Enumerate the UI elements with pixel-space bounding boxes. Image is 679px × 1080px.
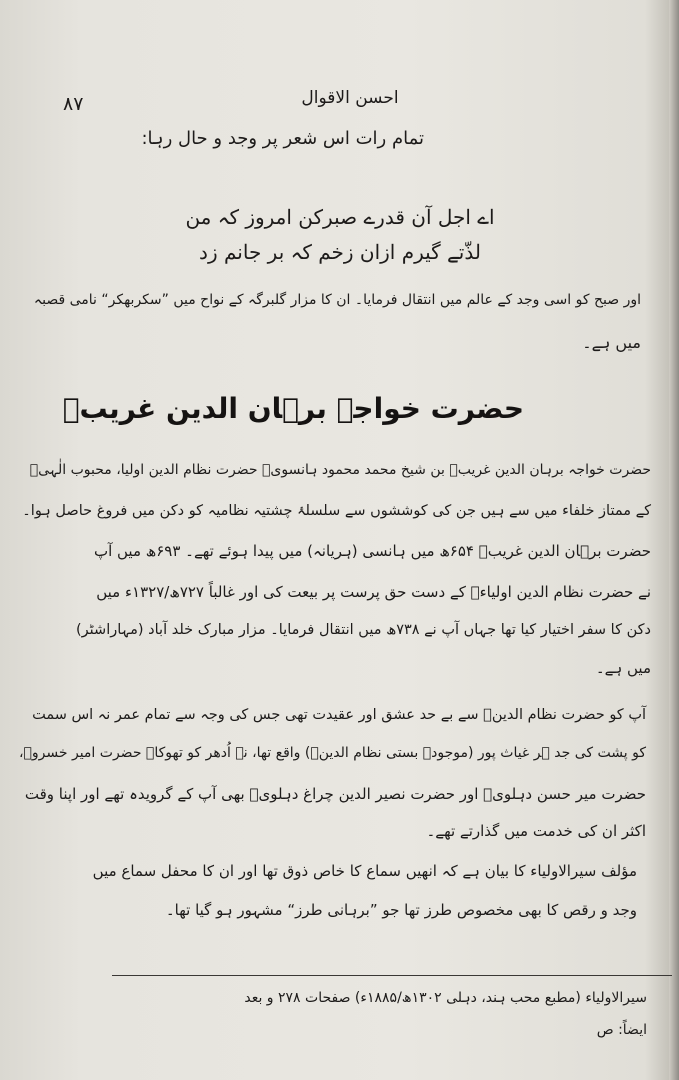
paragraph-line: نے حضرت نظام الدین اولیاءؒ کے دست حق پرست پر بیعت کی اور غالباً ۷۲۷ھ/۱۳۲۷ء میں bbox=[96, 583, 651, 601]
paragraph-line: حضرت میر حسن دہلویؒ اور حضرت نصیر الدین چراغ دہلویؒ بھی آپ کے گرویدہ تھے اور اپنا وقت bbox=[24, 785, 646, 803]
paragraph-line: کو پشت کی جد ہر غیاث پور (موجودہ بستی نظام الدینؒ) واقع تھا، نہ اُدھر کو تھوکا۔ حضرت امیر خسروؒ، bbox=[18, 745, 646, 761]
page-edge-shadow bbox=[669, 0, 679, 1080]
intro-line: تمام رات اس شعر پر وجد و حال رہا: bbox=[141, 128, 424, 149]
paragraph-line: مؤلف سیرالاولیاء کا بیان ہے کہ انھیں سماع کا خاص ذوق تھا اور ان کا محفل سماع میں bbox=[92, 862, 637, 880]
paragraph-line: دکن کا سفر اختیار کیا تھا جہاں آپ نے ۷۳۸ھ میں انتقال فرمایا۔ مزار مبارک خلد آباد (مہاراشٹر) bbox=[76, 622, 651, 638]
footnote-1: سیرالاولیاء (مطبع محب ہند، دہلی ۱۳۰۲ھ/۱۸۸۵ء) صفحات ۲۷۸ و بعد bbox=[244, 990, 647, 1006]
paragraph-line: میں ہے۔ bbox=[582, 333, 641, 352]
paragraph-line: آپ کو حضرت نظام الدینؒ سے بے حد عشق اور عقیدت تھی جس کی وجہ سے تمام عمر نہ اس سمت bbox=[32, 707, 646, 723]
page-number: ۸۷ bbox=[63, 93, 84, 115]
paragraph-line: اکثر ان کی خدمت میں گذارتے تھے۔ bbox=[426, 822, 646, 840]
footnote-2: ایضاً: ص bbox=[596, 1022, 647, 1038]
section-heading: حضرت خواجہ برہان الدین غریبؒ bbox=[62, 392, 524, 425]
paragraph-line: میں ہے۔ bbox=[595, 659, 651, 677]
paragraph-line: حضرت برہان الدین غریبؒ ۶۵۴ھ میں ہانسی (ہریانہ) میں پیدا ہوئے تھے۔ ۶۹۳ھ میں آپ bbox=[93, 542, 651, 560]
paragraph-line: حضرت خواجہ برہان الدین غریبؒ بن شیخ محمد محمود ہانسویؒ حضرت نظام الدین اولیا، محبوب الٰہیؒ bbox=[29, 462, 651, 478]
verse-line-1: اے اجل آن قدرے صبرکن امروز کہ من bbox=[185, 205, 495, 229]
verse-line-2: لذّتے گیرم ازان زخم کہ بر جانم زد bbox=[199, 240, 481, 264]
footnote-divider bbox=[112, 975, 672, 976]
paragraph-line: کے ممتاز خلفاء میں سے ہیں جن کی کوششوں سے سلسلۂ چشتیہ نظامیہ کو دکن میں فروغ حاصل ہوا۔ bbox=[22, 503, 651, 519]
paragraph-line: اور صبح کو اسی وجد کے عالم میں انتقال فرمایا۔ ان کا مزار گلبرگہ کے نواح میں ”سکربھکر“ نامی قصبہ bbox=[33, 292, 641, 308]
paragraph-line: وجد و رقص کا بھی مخصوص طرز تھا جو ”برہانی طرز“ مشہور ہو گیا تھا۔ bbox=[165, 901, 637, 919]
running-header: احسن الاقوال bbox=[301, 88, 399, 108]
